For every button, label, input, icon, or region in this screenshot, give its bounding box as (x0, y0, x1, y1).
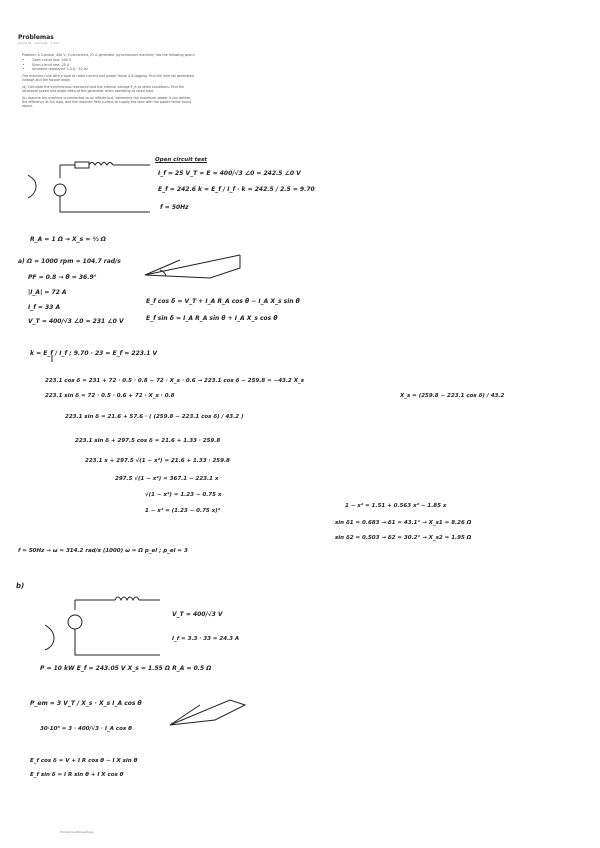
work-line: E_f sin δ = I R sin θ + I X cos θ (30, 772, 124, 778)
work-line: 223.1 sin δ = 21.6 + 57.6 · ( (259.8 − 223.1 cos δ) / 43.2 ) (65, 414, 244, 420)
document-title: Problemas (18, 34, 54, 41)
work-line: 30·10³ = 3 · 400/√3 · I_A cos θ (40, 726, 132, 732)
work-line: 223.1 cos δ = 231 + 72 · 0.5 · 0.8 − 72 · X_s · 0.6 → 223.1 cos δ − 259.8 = −43.2 X_s (45, 378, 304, 384)
work-line: 1 − x² = (1.23 − 0.75 x)² (145, 508, 221, 514)
work-line: E_f sin δ = I_A R_A sin θ + I_A X_s cos θ (146, 315, 278, 322)
work-line: a) Ω = 1000 rpm = 104.7 rad/s (18, 258, 121, 265)
document-meta: Lance S1 · Last edit · 2 min (18, 41, 59, 45)
work-line: f = 50Hz → ω = 314.2 rad/s (1000) ω = Ω p_el ; p_el = 3 (18, 548, 188, 554)
generator-source-icon (54, 184, 66, 196)
work-line: |I_A| = 72 A (28, 289, 67, 296)
phasor-diagram-b (170, 700, 245, 725)
work-line: I_f = 25 V_T = E = 400/√3 ∠0 = 242.5 ∠0 V (158, 170, 301, 177)
work-line: E_f = 242.6 k = E_f / I_f · k = 242.5 / 2.5 = 9.70 (158, 186, 315, 193)
page-footer: Problemas/Notes/Page (60, 830, 94, 834)
field-coil-icon (45, 625, 54, 650)
work-line: 223.1 x + 297.5 √(1 − x²) = 21.6 + 1.33 · 259.8 (85, 458, 230, 464)
work-line: P_em = 3 V_T / X_s · X_s I_A cos θ (30, 700, 142, 707)
spec-item: • Armature resistance 1.0 Ω · 50 Hz (32, 67, 197, 71)
work-line: sin δ1 = 0.683 → δ1 = 43.1° → X_s1 = 8.26 Ω (335, 520, 472, 526)
problem-body: The machine runs with a load at rated current and power factor 0.8 lagging. Find the internal generated voltage and the torque angle. (22, 73, 194, 83)
problem-part-b: (b) Assume the machine is connected to an infinite bus, determine the maximum power it can deliver, the efficiency at full load, and the required field current to supply the load with the power factor found above. (22, 95, 192, 109)
work-line: √(1 − x²) = 1.23 − 0.75 x (145, 492, 222, 498)
spec-item: • Open circuit test: 400 V (32, 58, 197, 62)
work-line: X_s = (259.8 − 223.1 cos δ) / 43.2 (400, 393, 505, 399)
work-line: 297.5 √(1 − x²) = 367.1 − 223.1 x (115, 476, 219, 482)
work-line: E_f cos δ = V_T + I_A R_A cos θ − I_A X_s sin θ (146, 298, 300, 305)
part-b-label: b) (16, 582, 25, 590)
work-line: V_T = 400/√3 ∠0 = 231 ∠0 V (28, 318, 124, 325)
generator-source-icon (68, 615, 82, 629)
work-line: sin δ2 = 0.503 → δ2 = 30.2° → X_s2 = 1.95 Ω (335, 535, 472, 541)
phasor-ef (145, 255, 240, 275)
open-circuit-label: Open circuit test (155, 157, 207, 163)
work-line: f = 50Hz (160, 204, 189, 211)
work-line: PF = 0.8 → θ = 36.9° (28, 274, 97, 281)
work-line: I_f = 3.3 · 33 = 24.3 A (172, 636, 240, 642)
work-line: E_f cos δ = V + I R cos θ − I X sin θ (30, 758, 138, 764)
work-line: 223.1 sin δ = 72 · 0.5 · 0.6 + 72 · X_s · 0.8 (45, 393, 175, 399)
work-line: V_T = 400/√3 V (172, 611, 223, 618)
spec-item: • Short-circuit test: 25 A (32, 63, 197, 67)
resistor-icon (75, 162, 89, 168)
work-line: 1 − x² = 1.51 + 0.563 x² − 1.85 x (345, 503, 447, 509)
work-line: 223.1 sin δ + 297.5 cos δ = 21.6 + 1.33 · 259.8 (75, 438, 221, 444)
field-coil-icon (28, 175, 36, 198)
work-line: R_A = 1 Ω → X_s = ½ Ω (30, 236, 106, 243)
inductor-icon (115, 597, 139, 600)
work-line: k = E_f / I_f ; 9.70 · 23 = E_f = 223.1 V (30, 350, 158, 357)
inductor-icon (89, 163, 113, 166)
problem-part-a: (a) Calculate the synchronous reactance and the internal voltage E_A at rated conditions. Find the rotational speed and angle delta of the generator when operating at rated load. (22, 84, 185, 94)
problem-intro: Problem: a 3-phase, 400 V, Y-connected, 25 A generator (synchronous machine) has the following specs: (22, 53, 196, 57)
work-line: P = 10 kW E_f = 243.05 V X_s = 1.55 Ω R_A = 0.5 Ω (40, 665, 212, 672)
work-line: I_f = 33 A (28, 304, 61, 311)
